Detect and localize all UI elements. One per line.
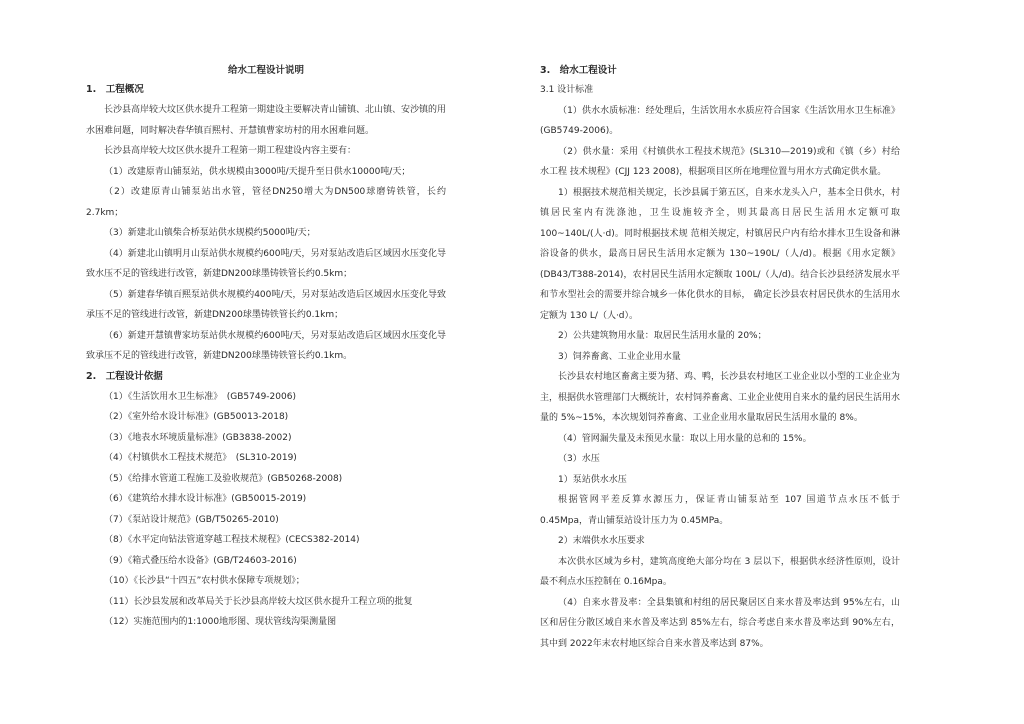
reference-item: （7）《泵站设计规范》(GB/T50265-2010) bbox=[104, 514, 279, 525]
reference-item: （2）《室外给水设计标准》(GB50013-2018) bbox=[104, 412, 289, 422]
design-paragraph: 1）根据技术规范相关规定，长沙县属于第五区，自来水龙头入户，基本全日供水，村镇居民室内有洗涤池，卫生设施较齐全，则其最高日居民生活用水定额可取 100~140L/(人·d)。同时根据技术规 范相关规定，村镇居民户内有给水排水卫生设备和淋浴设备的供水，最高日居民生活用水定额为 130~190L/（人/d)。根据《用水定额》(DB43/T388-2014)，农村居民生活用水定额取 100L/（人/d)。结合长沙县经济发展水平和节水型社会的需要并综合城乡一体化供水的目标， 确定长沙县农村居民供水的生活用水定额为 130 L/（人·d）。 bbox=[540, 187, 900, 321]
scope-item: （1）改建原青山铺泵站，供水规模由3000吨/天提升至日供水10000吨/天； bbox=[104, 166, 411, 177]
scope-item: （2）改建原青山铺泵站出水管，管径DN250增大为DN500球磨铸铁管，长约2.7km； bbox=[86, 187, 446, 218]
section-1-heading: 1. 工程概况 bbox=[86, 84, 144, 95]
section-3-heading: 3. 给水工程设计 bbox=[540, 65, 617, 76]
scope-item: （5）新建春华镇百熙泵站供水规模约400吨/天，另对泵站改造后区域因水压变化导致承压不足的管线进行改管，新建DN200球墨铸铁管长约0.1km； bbox=[86, 289, 446, 320]
design-paragraph: （4）管网漏失量及未预见水量：取以上用水量的总和的 15%。 bbox=[558, 433, 812, 444]
reference-item: （3）《地表水环境质量标准》(GB3838-2002) bbox=[104, 432, 292, 443]
right-column bbox=[540, 62, 900, 654]
reference-item: （12）实施范围内的1:1000地形图、现状管线沟渠测量图 bbox=[104, 617, 337, 627]
scope-item: （6）新建开慧镇曹家坊泵站供水规模约600吨/天，另对泵站改造后区域因水压变化导致承压不足的管线进行改管，新建DN200球墨铸铁管长约0.1km。 bbox=[86, 330, 446, 361]
section-1-paragraph: 长沙县高岸较大坟区供水提升工程第一期建设主要解决青山铺镇、北山镇、安沙镇的用水困难问题，同时解决春华镇百熙村、开慧镇曹家坊村的用水困难问题。 bbox=[86, 105, 447, 136]
left-column bbox=[86, 62, 446, 633]
design-paragraph: （1）供水水质标准：经处理后，生活饮用水水质应符合国家《生活饮用水卫生标准》(GB5749-2006)。 bbox=[540, 105, 900, 136]
design-paragraph: （2）供水量：采用《村镇供水工程技术规范》(SL310—2019)或和《镇（乡）村给水工程 技术规程》(CJJ 123 2008)，根据项目区所在地理位置与用水方式确定供水量。 bbox=[540, 146, 900, 177]
section-2-heading: 2. 工程设计依据 bbox=[86, 370, 163, 382]
design-paragraph: （3）水压 bbox=[558, 454, 600, 464]
design-paragraph: （4）自来水普及率：全县集镇和村组的居民聚居区自来水普及率达到 95%左右，山区和居住分散区域自来水普及率达到 85%左右，综合考虑自来水普及率达到 90%左右，其中到 2022年末农村地区综合自来水普及率达到 87%。 bbox=[540, 597, 900, 649]
reference-item: （11）长沙县发展和改革局关于长沙县高岸较大坟区供水提升工程立项的批复 bbox=[104, 596, 413, 607]
reference-item: （10）《长沙县“十四五”农村供水保障专项规划》； bbox=[104, 576, 305, 586]
design-paragraph: 根据管网平差反算水源压力，保证青山铺泵站至 107 国道节点水压不低于 0.45Mpa，青山铺泵站设计压力为 0.45MPa。 bbox=[540, 495, 900, 526]
design-paragraph: 长沙县农村地区畜禽主要为猪、鸡、鸭，长沙县农村地区工业企业以小型的工业企业为主，根据供水管理部门大概统计，农村饲养畜禽、工业企业使用自来水的量约居民生活用水量的 5%~15%，本次规划饲养畜禽、工业企业用水量取居民生活用水量的 8%。 bbox=[540, 372, 901, 423]
design-paragraph: 本次供水区域为乡村，建筑高度绝大部分均在 3 层以下，根据供水经济性原则，设计最不利点水压控制在 0.16Mpa。 bbox=[540, 556, 900, 587]
reference-item: （4）《村镇供水工程技术规范》 (SL310-2019) bbox=[104, 453, 297, 463]
section-3-1-heading: 3.1 设计标准 bbox=[540, 85, 594, 95]
reference-item: （8）《水平定向钻法管道穿越工程技术规程》(CECS382-2014) bbox=[104, 535, 360, 545]
reference-item: （9）《箱式叠压给水设备》(GB/T24603-2016) bbox=[104, 555, 297, 566]
design-paragraph: 1）泵站供水水压 bbox=[558, 474, 627, 485]
scope-item: （4）新建北山镇明月山泵站供水规模约600吨/天，另对泵站改造后区域因水压变化导致水压不足的管线进行改管，新建DN200球墨铸铁管长约0.5km； bbox=[86, 248, 446, 279]
design-paragraph: 2）公共建筑物用水量：取居民生活用水量的 20%； bbox=[558, 331, 767, 341]
document-title: 给水工程设计说明 bbox=[227, 65, 304, 76]
scope-item: （3）新建北山镇柴合桥泵站供水规模约5000吨/天； bbox=[104, 228, 316, 238]
design-paragraph: 3）饲养畜禽、工业企业用水量 bbox=[558, 351, 681, 362]
design-paragraph: 2）末端供水水压要求 bbox=[558, 536, 645, 546]
reference-item: （6）《建筑给水排水设计标准》(GB50015-2019) bbox=[104, 494, 307, 504]
reference-item: （1）《生活饮用水卫生标准》 (GB5749-2006) bbox=[104, 391, 296, 402]
section-1-paragraph: 长沙县高岸较大坟区供水提升工程第一期工程建设内容主要有： bbox=[104, 146, 357, 156]
reference-item: （5）《给排水管道工程施工及验收规范》(GB50268-2008) bbox=[104, 473, 343, 484]
